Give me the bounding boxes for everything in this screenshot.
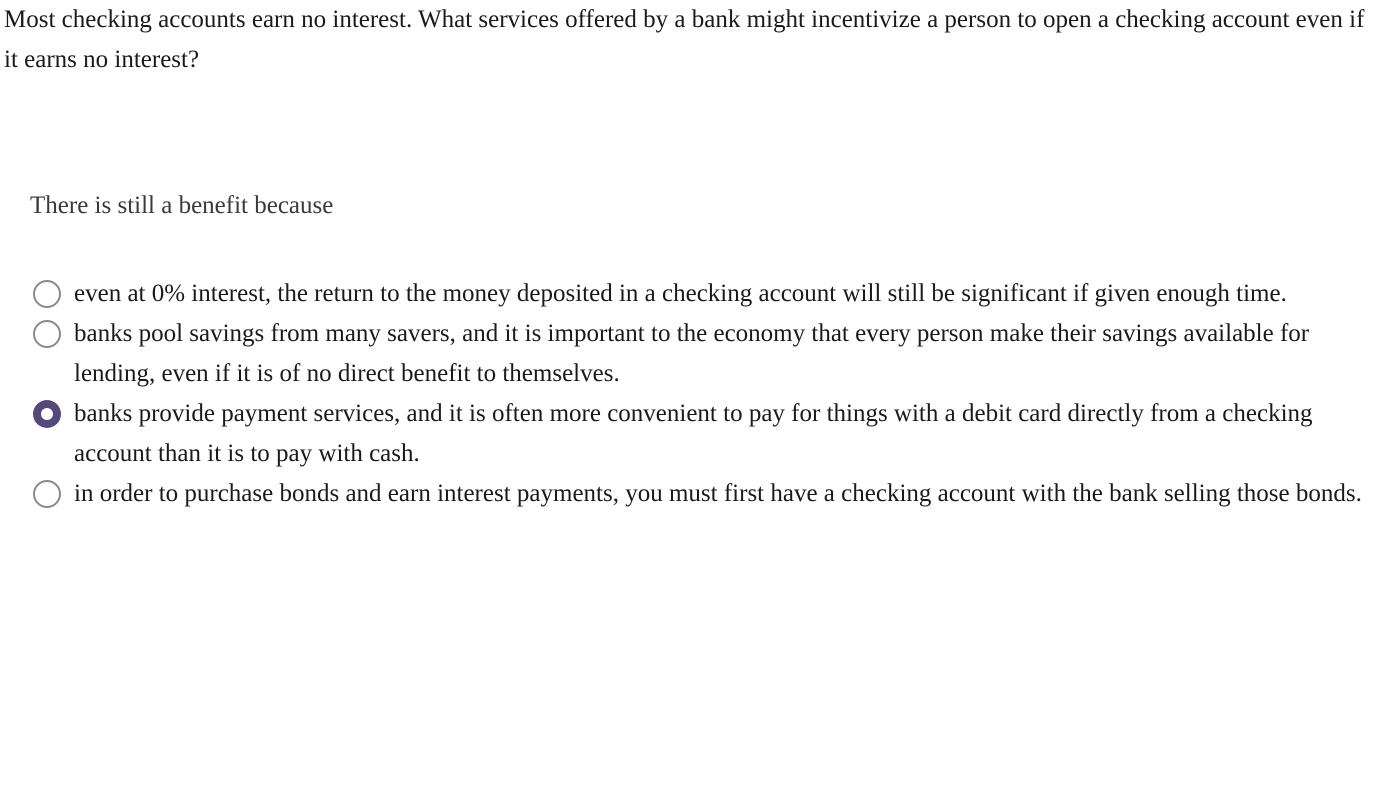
option-label: banks pool savings from many savers, and it is important to the economy that every person make their savings available for lending, even if it is of no direct benefit to themselves.: [74, 320, 1310, 387]
option-label: even at 0% interest, the return to the money deposited in a checking account will still be significant if given enough time.: [74, 280, 1287, 307]
option-label: in order to purchase bonds and earn interest payments, you must first have a checking account with the bank selling those bonds.: [74, 480, 1362, 507]
answer-prompt: There is still a benefit because: [30, 192, 334, 219]
option-label: banks provide payment services, and it is often more convenient to pay for things with a debit card directly from a checking account than it is to pay with cash.: [74, 400, 1313, 467]
answer-option-3[interactable]: [33, 394, 1373, 474]
radio-button-option-4[interactable]: [33, 480, 61, 508]
question-text: Most checking accounts earn no interest. What services offered by a bank might incentivize a person to open a checking account even if it earns no interest?: [4, 6, 1365, 73]
answer-option-4[interactable]: [33, 474, 1373, 514]
answer-options: [33, 274, 1373, 514]
radio-button-option-1[interactable]: [33, 280, 61, 308]
radio-button-option-3[interactable]: [33, 400, 61, 428]
radio-button-option-2[interactable]: [33, 320, 61, 348]
answer-option-2[interactable]: [33, 314, 1373, 394]
answer-option-1[interactable]: [33, 274, 1373, 314]
